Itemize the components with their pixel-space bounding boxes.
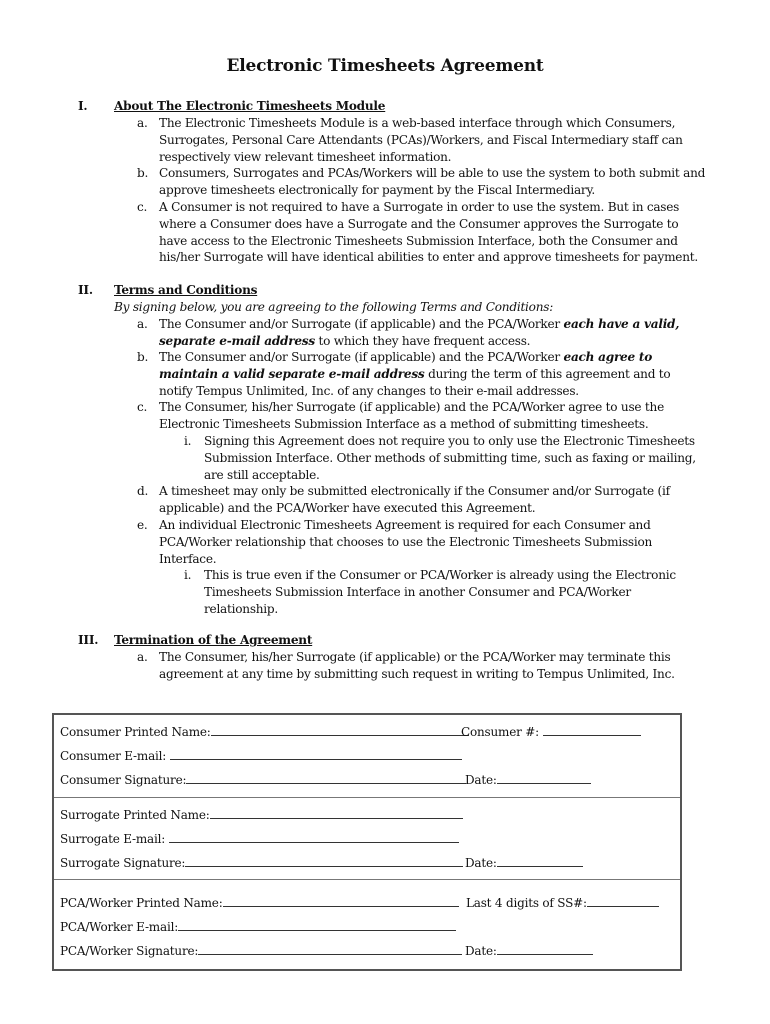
list-item <box>137 349 707 399</box>
field-label: Last 4 digits of SS#: <box>466 896 587 910</box>
pca-signature-field[interactable] <box>60 944 462 958</box>
section-numeral: I. <box>78 99 88 113</box>
consumer-number-field[interactable] <box>461 725 641 739</box>
blank-line[interactable] <box>497 856 583 867</box>
blank-line[interactable] <box>587 896 659 907</box>
pca-signature-section <box>54 880 680 969</box>
list-item <box>137 165 707 199</box>
pca-name-field[interactable] <box>60 896 459 910</box>
item-label: a. <box>137 116 148 130</box>
pca-email-field[interactable] <box>60 920 456 934</box>
consumer-email-field[interactable] <box>60 749 462 763</box>
item-label: a. <box>137 317 148 331</box>
emphasis-text: each agree to maintain a valid separate e-mail address <box>159 350 653 381</box>
blank-line[interactable] <box>223 896 459 907</box>
page-title: Electronic Timesheets Agreement <box>226 56 544 76</box>
sub-item-text: This is true even if the Consumer or PCA/Worker is already using the Electronic Timesheets Submission Interface in another Consumer and PCA/Worker relationship. <box>204 568 676 616</box>
field-label: Surrogate E-mail: <box>60 832 166 846</box>
surrogate-signature-field[interactable] <box>60 856 463 870</box>
item-label: c. <box>137 400 148 414</box>
pca-ss-field[interactable] <box>466 896 659 910</box>
blank-line[interactable] <box>198 944 462 955</box>
field-label: Consumer E-mail: <box>60 749 167 763</box>
blank-line[interactable] <box>497 773 591 784</box>
sub-item <box>184 567 704 617</box>
blank-line[interactable] <box>210 808 463 819</box>
item-text: The Consumer and/or Surrogate (if applicable) and the PCA/Worker each have a valid, separate e-mail address to which they have frequent access. <box>159 317 680 348</box>
item-text: An individual Electronic Timesheets Agreement is required for each Consumer and PCA/Worker relationship that chooses to use the Electronic Timesheets Submission Interface. <box>159 518 653 566</box>
blank-line[interactable] <box>169 832 459 843</box>
field-label: Consumer Signature: <box>60 773 187 787</box>
field-label: PCA/Worker Printed Name: <box>60 896 223 910</box>
field-label: Consumer Printed Name: <box>60 725 211 739</box>
sub-item-text: Signing this Agreement does not require you to only use the Electronic Timesheets Submission Interface. Other methods of submitting time, such as faxing or mailing, are still acceptable. <box>204 434 696 482</box>
item-label: d. <box>137 484 149 498</box>
blank-line[interactable] <box>497 944 593 955</box>
surrogate-name-field[interactable] <box>60 808 463 822</box>
consumer-signature-field[interactable] <box>60 773 466 787</box>
blank-line[interactable] <box>211 725 469 736</box>
item-label: a. <box>137 650 148 664</box>
sub-item-label: i. <box>184 568 192 582</box>
section-heading: Terms and Conditions <box>114 283 258 297</box>
section-heading: Termination of the Agreement <box>114 633 313 647</box>
blank-line[interactable] <box>178 920 456 931</box>
field-label: Date: <box>465 773 497 787</box>
blank-line[interactable] <box>185 856 463 867</box>
section-numeral: II. <box>78 283 93 297</box>
list-item <box>137 483 707 517</box>
blank-line[interactable] <box>170 749 462 760</box>
item-text: A Consumer is not required to have a Surrogate in order to use the system. But in cases where a Consumer does have a Surrogate and the Consumer approves the Surrogate to have access to the Electronic Timesheets Submission Interface, both the Consumer and his/her Surrogate will have identical abilities to enter and approve timesheets for payment. <box>159 200 698 265</box>
field-label: Consumer #: <box>461 725 539 739</box>
item-text: A timesheet may only be submitted electronically if the Consumer and/or Surrogate (if applicable) and the PCA/Worker have executed this Agreement. <box>159 484 670 515</box>
blank-line[interactable] <box>543 725 641 736</box>
emphasis-text: each have a valid, separate e-mail address <box>159 317 680 348</box>
surrogate-date-field[interactable] <box>465 856 583 870</box>
field-label: PCA/Worker E-mail: <box>60 920 179 934</box>
item-label: e. <box>137 518 148 532</box>
list-item <box>137 199 707 266</box>
item-label: c. <box>137 200 148 214</box>
list-item <box>137 316 707 350</box>
surrogate-signature-section <box>54 798 680 880</box>
blank-line[interactable] <box>186 773 466 784</box>
field-label: PCA/Worker Signature: <box>60 944 199 958</box>
consumer-date-field[interactable] <box>465 773 591 787</box>
consumer-signature-section <box>54 715 680 798</box>
section-numeral: III. <box>78 633 99 647</box>
field-label: Surrogate Signature: <box>60 856 186 870</box>
item-text: The Consumer, his/her Surrogate (if applicable) and the PCA/Worker agree to use the Electronic Timesheets Submission Interface as a method of submitting timesheets. <box>159 400 664 431</box>
field-label: Surrogate Printed Name: <box>60 808 210 822</box>
item-text: Consumers, Surrogates and PCAs/Workers will be able to use the system to both submit and approve timesheets electronically for payment by the Fiscal Intermediary. <box>159 166 706 197</box>
list-item <box>137 649 707 683</box>
item-text: The Consumer and/or Surrogate (if applicable) and the PCA/Worker each agree to maintain a valid separate e-mail address during the term of this agreement and to notify Tempus Unlimited, Inc. of any changes to their e-mail addresses. <box>159 350 671 398</box>
sub-item-label: i. <box>184 434 192 448</box>
item-label: b. <box>137 350 149 364</box>
item-label: b. <box>137 166 149 180</box>
consumer-name-field[interactable] <box>60 725 469 739</box>
list-item <box>137 399 707 433</box>
field-label: Date: <box>465 856 497 870</box>
item-text: The Electronic Timesheets Module is a web-based interface through which Consumers, Surrogates, Personal Care Attendants (PCAs)/Workers, and Fiscal Intermediary staff can respectively view relevant timesheet information. <box>159 116 683 164</box>
list-item <box>137 115 707 165</box>
pca-date-field[interactable] <box>465 944 593 958</box>
section-heading: About The Electronic Timesheets Module <box>114 99 386 113</box>
section-intro: By signing below, you are agreeing to the following Terms and Conditions: <box>114 300 554 314</box>
sub-item <box>184 433 704 483</box>
signature-box <box>52 713 682 971</box>
item-text: The Consumer, his/her Surrogate (if applicable) or the PCA/Worker may terminate this agreement at any time by submitting such request in writing to Tempus Unlimited, Inc. <box>159 650 675 681</box>
surrogate-email-field[interactable] <box>60 832 459 846</box>
list-item <box>137 517 707 567</box>
field-label: Date: <box>465 944 497 958</box>
